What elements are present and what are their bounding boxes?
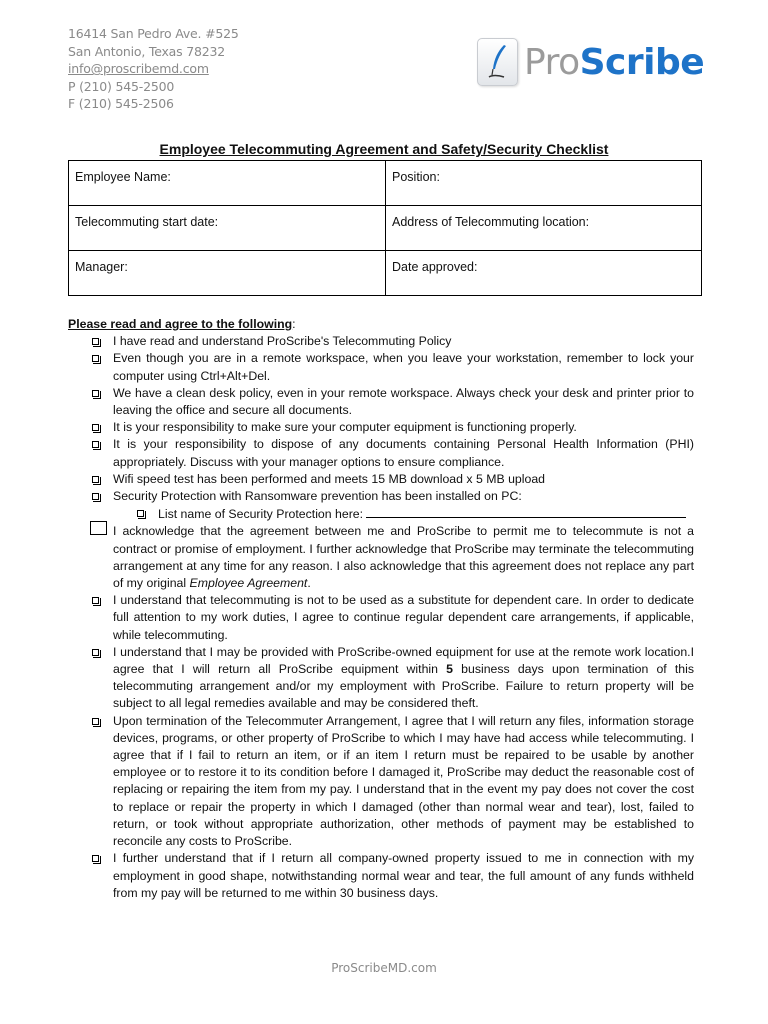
- checklist-item: Wifi speed test has been performed and meets 15 MB download x 5 MB upload: [113, 471, 694, 488]
- checklist: [68, 333, 694, 902]
- employee-info-table: [68, 160, 702, 296]
- checklist-item: I further understand that if I return all company-owned property issued to me in connection with my employment in good shape, notwithstanding normal wear and tear, the full amount of any funds withheld from my pay will be returned to me within 30 business days.: [113, 850, 694, 902]
- employee-name-field[interactable]: Employee Name:: [69, 161, 386, 206]
- checklist-item: I understand that telecommuting is not to be used as a substitute for dependent care. In order to dedicate full attention to my work duties, I agree to continue regular dependent care arrangements, if applicable, while telecommuting.: [113, 592, 694, 644]
- acknowledge-checkbox-icon[interactable]: [90, 521, 107, 535]
- logo-pro-text: Pro: [524, 41, 580, 83]
- checklist-item: Security Protection with Ransomware prevention has been installed on PC:: [113, 488, 694, 505]
- logo-scribe-text: Scribe: [579, 41, 705, 83]
- quill-logo-icon: [477, 38, 518, 86]
- position-field[interactable]: Position:: [386, 161, 702, 206]
- company-address: [68, 25, 239, 113]
- phone-number: P (210) 545-2500: [68, 78, 175, 94]
- checkbox-icon[interactable]: [92, 441, 99, 448]
- fax-number: F (210) 545-2506: [68, 96, 174, 112]
- address-line-2: San Antonio, Texas 78232: [68, 43, 225, 59]
- checklist-item: I understand that I may be provided with ProScribe-owned equipment for use at the remote work location.I agree that I will return all ProScribe equipment within 5 business days upon termination of this telecommuting arrangement and/or my employment with ProScribe. Failure to return property will be subject to all legal remedies available and may be considered theft.: [113, 644, 694, 713]
- footer-website[interactable]: ProScribeMD.com: [331, 961, 437, 975]
- checkbox-icon[interactable]: [137, 510, 144, 517]
- checkbox-icon[interactable]: [92, 424, 99, 431]
- checkbox-icon[interactable]: [92, 718, 99, 725]
- checklist-item: Even though you are in a remote workspace, when you leave your workstation, remember to lock your computer using Ctrl+Alt+Del.: [113, 350, 694, 384]
- address-line-1: 16414 San Pedro Ave. #525: [68, 26, 239, 41]
- checkbox-icon[interactable]: [92, 649, 99, 656]
- email-link[interactable]: info@proscribemd.com: [68, 61, 209, 77]
- checkbox-icon[interactable]: [92, 476, 99, 483]
- checkbox-icon[interactable]: [92, 390, 99, 397]
- checklist-subitem: List name of Security Protection here:: [113, 505, 694, 523]
- checkbox-icon[interactable]: [92, 338, 99, 345]
- date-approved-field[interactable]: Date approved:: [386, 251, 702, 296]
- agreement-body: [68, 316, 694, 902]
- start-date-field[interactable]: Telecommuting start date:: [69, 206, 386, 251]
- checklist-item: I have read and understand ProScribe's Telecommuting Policy: [113, 333, 694, 350]
- location-address-field[interactable]: Address of Telecommuting location:: [386, 206, 702, 251]
- intro-text: Please read and agree to the following:: [68, 317, 296, 331]
- security-protection-blank[interactable]: [366, 505, 686, 518]
- logo-wordmark: [524, 42, 704, 83]
- checklist-item: It is your responsibility to dispose of any documents containing Personal Health Information (PHI) appropriately. Discuss with your manager options to ensure compliance.: [113, 436, 694, 470]
- proscribe-logo: [477, 38, 704, 86]
- checkbox-icon[interactable]: [92, 855, 99, 862]
- document-title: Employee Telecommuting Agreement and Safety/Security Checklist: [159, 141, 609, 157]
- checklist-item: It is your responsibility to make sure your computer equipment is functioning properly.: [113, 419, 694, 436]
- checkbox-icon[interactable]: [92, 597, 99, 604]
- acknowledgement-item: I acknowledge that the agreement between me and ProScribe to permit me to telecommute is not a contract or promise of employment. I further acknowledge that ProScribe may terminate the telecommuting arrangement at any time for any reason. I also acknowledge that this agreement does not replace any part of my original Employee Agreement.: [113, 523, 694, 592]
- checklist-item: We have a clean desk policy, even in your remote workspace. Always check your desk and printer prior to leaving the office and secure all documents.: [113, 385, 694, 419]
- checklist-item: Upon termination of the Telecommuter Arrangement, I agree that I will return any files, information storage devices, programs, or other property of ProScribe to which I may have had access while telecommuting. I agree that if I fail to return an item, or if an item I return must be repaired to be usable by another employee or to restore it to its condition before I damaged it, ProScribe may deduct the reasonable cost of replacing or repairing the item from my pay. I understand that in the event my pay does not cover the cost to replace or repair the property in which I damaged (other than normal wear and tear), lost, failed to return, or took without appropriate authorization, other methods of payment may be established to reconcile any costs to ProScribe.: [113, 713, 694, 851]
- checkbox-icon[interactable]: [92, 493, 99, 500]
- checkbox-icon[interactable]: [92, 355, 99, 362]
- manager-field[interactable]: Manager:: [69, 251, 386, 296]
